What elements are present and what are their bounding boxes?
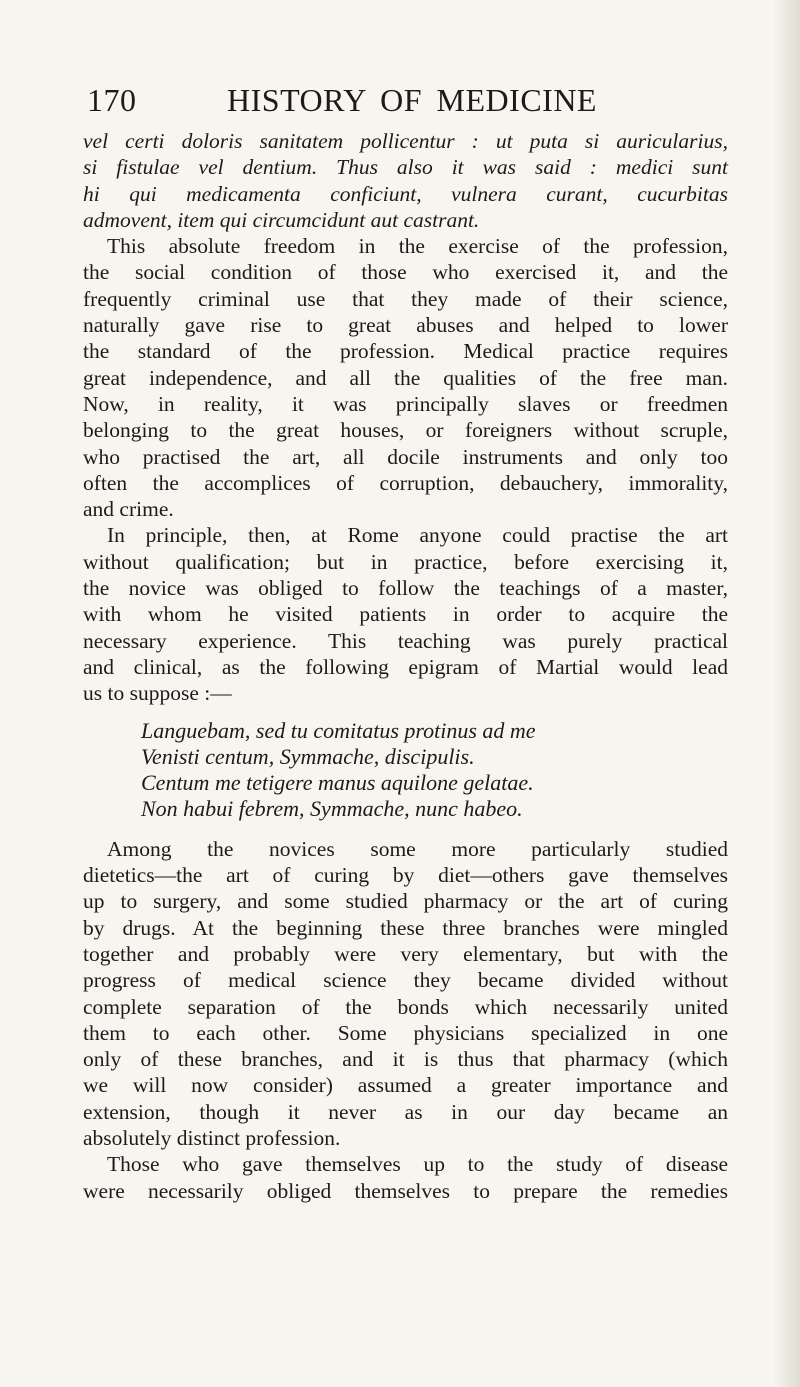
text-line: This absolute freedom in the exercise of the profession,	[107, 234, 728, 259]
verse-line: Venisti centum, Symmache, discipulis.	[141, 743, 475, 769]
text-line: together and probably were very elementary, but with the	[83, 941, 728, 966]
text-line: belonging to the great houses, or foreigners without scruple,	[83, 418, 728, 443]
page-number: 170	[87, 82, 137, 118]
text-line: complete separation of the bonds which necessarily united	[83, 994, 728, 1019]
epigram	[83, 718, 728, 823]
text-line: the novice was obliged to follow the teachings of a master,	[83, 576, 728, 601]
text-line: Among the novices some more particularly studied	[107, 836, 728, 861]
text-line: frequently criminal use that they made of their science,	[83, 286, 728, 311]
text-line: often the accomplices of corruption, debauchery, immorality,	[83, 470, 728, 495]
text-line: Those who gave themselves up to the study of disease	[107, 1152, 728, 1177]
page-header	[87, 78, 727, 122]
text-line: naturally gave rise to great abuses and helped to lower	[83, 313, 728, 338]
text-line: were necessarily obliged themselves to prepare the remedies	[83, 1178, 728, 1203]
text-line: Now, in reality, it was principally slaves or freedmen	[83, 391, 728, 416]
text-line-part: si fistulae vel dentium. Thus also it was said : medici sunt	[83, 155, 728, 180]
text-line: In principle, then, at Rome anyone could practise the art	[107, 523, 728, 548]
running-title: HISTORY OF MEDICINE	[227, 82, 597, 118]
text-line: extension, though it never as in our day became an	[83, 1099, 728, 1124]
text-line: progress of medical science they became divided without	[83, 968, 728, 993]
text-line: the social condition of those who exercised it, and the	[83, 260, 728, 285]
paragraph	[83, 1151, 728, 1204]
text-line: with whom he visited patients in order to acquire the	[83, 602, 728, 627]
text-line: and clinical, as the following epigram of Martial would lead	[83, 654, 728, 679]
text-line: without qualification; but in practice, before exercising it,	[83, 549, 728, 574]
text-line: admovent, item qui circumcidunt aut castrant.	[83, 207, 480, 232]
text-line: dietetics—the art of curing by diet—others gave themselves	[83, 863, 728, 888]
verse-line: Centum me tetigere manus aquilone gelatae.	[141, 770, 534, 796]
verse-line: Languebam, sed tu comitatus protinus ad me	[141, 717, 536, 743]
body-text	[83, 128, 728, 1204]
text-line: we will now consider) assumed a greater importance and	[83, 1073, 728, 1098]
paragraph	[83, 233, 728, 522]
page-edge-shadow	[772, 0, 800, 1387]
text-line: necessary experience. This teaching was purely practical	[83, 628, 728, 653]
text-line: them to each other. Some physicians specialized in one	[83, 1020, 728, 1045]
spacer	[83, 823, 728, 836]
text-line: up to surgery, and some studied pharmacy or the art of curing	[83, 889, 728, 914]
text-line: great independence, and all the qualities of the free man.	[83, 365, 728, 390]
text-line: and crime.	[83, 497, 174, 522]
paragraph-latin-quote	[83, 128, 728, 233]
verse-line: Non habui febrem, Symmache, nunc habeo.	[141, 796, 523, 822]
text-line: the standard of the profession. Medical practice requires	[83, 339, 728, 364]
text-line	[83, 154, 728, 180]
text-line: who practised the art, all docile instruments and only too	[83, 444, 728, 469]
paragraph	[83, 836, 728, 1152]
text-line: absolutely distinct profession.	[83, 1125, 341, 1150]
paragraph	[83, 522, 728, 706]
spacer	[83, 707, 728, 718]
text-line: only of these branches, and it is thus that pharmacy (which	[83, 1047, 728, 1072]
text-line: by drugs. At the beginning these three branches were mingled	[83, 915, 728, 940]
text-line: vel certi doloris sanitatem pollicentur : ut puta si auricularius,	[83, 129, 728, 153]
text-line: hi qui medicamenta conficiunt, vulnera curant, cucurbitas	[83, 181, 728, 206]
text-line: us to suppose :—	[83, 681, 232, 706]
